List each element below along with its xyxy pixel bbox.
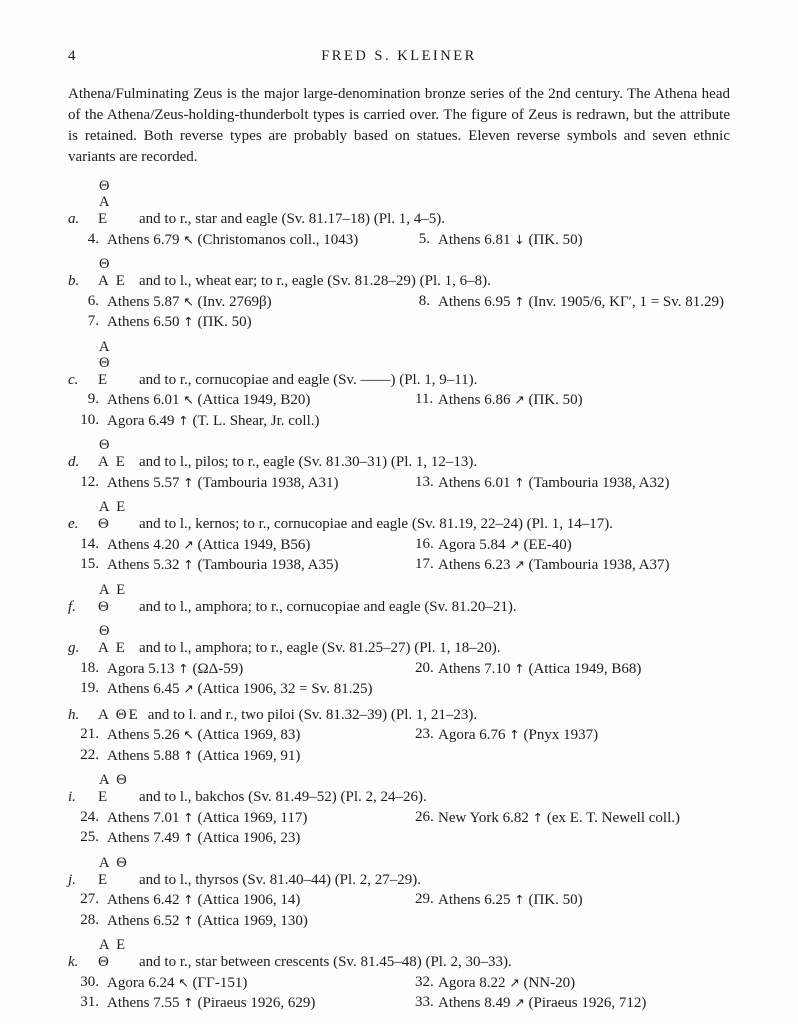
coin-text: Athens 5.57 ↑ (Tambouria 1938, A31): [107, 474, 339, 491]
coin-row: [68, 828, 730, 849]
coin-number: 24.: [80, 808, 99, 825]
coin-listing: [415, 659, 730, 680]
coin-listing: [415, 555, 730, 576]
catalog-entry-b: [68, 256, 730, 333]
coin-text: Agora 5.84 ↗ (ΕΕ-40): [438, 536, 572, 553]
coin-text: Athens 7.55 ↑ (Piraeus 1926, 629): [107, 995, 316, 1011]
coin-listing: [415, 725, 730, 746]
coin-text: Athens 6.23 ↗ (Tambouria 1938, A37): [438, 557, 670, 573]
coin-row: [68, 535, 730, 556]
die-axis-arrow-icon: ↖: [183, 727, 194, 742]
coin-row: [68, 993, 730, 1014]
coin-text: Athens 6.95 ↑ (Inv. 1905/6, ΚΓ′, 1 = Sv. 81.29): [438, 293, 725, 310]
page-header: [68, 48, 730, 70]
die-axis-arrow-icon: ↑: [178, 660, 189, 676]
coin-listing: [68, 828, 415, 849]
coin-listing: [415, 828, 730, 849]
coin-number: 26.: [415, 808, 434, 825]
coin-number: 7.: [87, 313, 99, 329]
coin-number: 33.: [415, 994, 434, 1010]
coin-row: [68, 312, 730, 333]
die-axis-arrow-icon: ↑: [183, 557, 194, 572]
coin-listing: [68, 230, 415, 251]
coin-listing: [415, 411, 730, 432]
coin-number: 31.: [80, 994, 99, 1010]
catalog-entry-f: [68, 582, 730, 618]
coin-row: [68, 890, 730, 911]
intro-paragraph: Athena/Fulminating Zeus is the major large-denomination bronze series of the 2nd century. The Athena head of the Athena/Zeus-holding-thunderbolt types is carried over. The figure of Zeus is redrawn, but the attribute is retained. Both reverse types are probably based on statues. Eleven reverse symbols and seven ethnic variants are recorded.: [68, 86, 730, 165]
coin-listing: [68, 993, 415, 1014]
ethnic-monogram-upper: Θ: [99, 256, 112, 272]
coin-listing: [68, 808, 415, 829]
entry-heading: [68, 515, 730, 535]
coin-row: [68, 230, 730, 251]
coin-listing: [415, 390, 730, 411]
coin-listing: [68, 911, 415, 932]
ethnic-monogram-upper: Θ: [99, 178, 112, 194]
ethnic-monogram-upper: A: [99, 194, 112, 210]
coin-listing: [68, 312, 415, 333]
coin-listing: [415, 973, 730, 994]
coin-listing: [68, 659, 415, 680]
entry-label: e.: [68, 516, 79, 532]
die-axis-arrow-icon: ↗: [509, 974, 520, 990]
coin-number: 30.: [80, 973, 99, 990]
coin-row: [68, 746, 730, 767]
ethnic-monogram-upper: Θ: [99, 437, 112, 453]
ethnic-monogram-upper: Θ: [99, 354, 112, 371]
coin-number: 8.: [418, 292, 430, 309]
catalog-entry-h: [68, 706, 730, 767]
entry-heading: [68, 706, 730, 726]
die-axis-arrow-icon: ↑: [183, 830, 194, 845]
coin-listing: [68, 535, 415, 556]
coin-row: [68, 808, 730, 829]
coin-text: Athens 8.49 ↗ (Piraeus 1926, 712): [438, 995, 647, 1011]
coin-text: Athens 7.10 ↑ (Attica 1949, B68): [438, 660, 642, 677]
ethnic-monogram: A ΘE: [98, 706, 140, 723]
entry-label: b.: [68, 273, 80, 289]
coin-text: Athens 4.20 ↗ (Attica 1949, B56): [107, 536, 311, 553]
coin-text: Athens 5.26 ↖ (Attica 1969, 83): [107, 727, 301, 743]
coin-number: 4.: [87, 230, 99, 247]
entry-heading: [68, 639, 730, 659]
coin-row: [68, 911, 730, 932]
coin-text: Agora 6.49 ↑ (T. L. Shear, Jr. coll.): [107, 412, 320, 429]
ethnic-monogram-upper: A: [99, 338, 112, 355]
entry-heading: [68, 788, 730, 808]
catalog-entry-e: [68, 499, 730, 576]
ethnic-monogram: A E: [98, 640, 127, 656]
coin-listing: [415, 292, 730, 313]
coin-number: 15.: [80, 556, 99, 572]
die-axis-arrow-icon: ↗: [509, 536, 520, 552]
coin-number: 12.: [80, 473, 99, 490]
entry-description: and to l., amphora; to r., cornucopiae and eagle (Sv. 81.20–21).: [139, 598, 517, 615]
coin-number: 14.: [80, 535, 99, 552]
coin-number: 25.: [80, 829, 99, 845]
coin-row: [68, 973, 730, 994]
ethnic-monogram: E: [98, 871, 110, 888]
coin-number: 11.: [415, 391, 434, 407]
coin-text: Agora 6.76 ↑ (Pnyx 1937): [438, 727, 599, 743]
entry-label: i.: [68, 789, 76, 805]
ethnic-monogram: E: [98, 211, 110, 227]
coin-number: 16.: [415, 535, 434, 552]
coin-listing: [415, 535, 730, 556]
entry-description: and to l. and r., two piloi (Sv. 81.32–39) (Pl. 1, 21–23).: [147, 706, 478, 723]
coin-number: 5.: [418, 230, 430, 247]
coin-listing: [68, 973, 415, 994]
coin-text: Athens 6.52 ↑ (Attica 1969, 130): [107, 912, 308, 929]
catalog-entry-j: [68, 855, 730, 932]
catalog-entries: [68, 178, 730, 1014]
running-head: FRED S. KLEINER: [321, 48, 477, 64]
ethnic-monogram: E: [98, 371, 110, 388]
coin-text: Athens 7.01 ↑ (Attica 1969, 117): [107, 809, 308, 826]
catalog-entry-d: [68, 437, 730, 493]
die-axis-arrow-icon: ↗: [183, 536, 194, 552]
die-axis-arrow-icon: ↓: [514, 231, 525, 247]
entry-description: and to l., amphora; to r., eagle (Sv. 81.25–27) (Pl. 1, 18–20).: [139, 640, 501, 656]
coin-listing: [415, 679, 730, 700]
entry-heading: [68, 598, 730, 618]
coin-number: 29.: [415, 891, 434, 907]
entry-description: and to r., star and eagle (Sv. 81.17–18) (Pl. 1, 4–5).: [139, 211, 446, 227]
coin-text: New York 6.82 ↑ (ex E. T. Newell coll.): [438, 809, 680, 826]
coin-listing: [68, 890, 415, 911]
entry-description: and to l., thyrsos (Sv. 81.40–44) (Pl. 2, 27–29).: [139, 871, 421, 888]
coin-text: Agora 5.13 ↑ (ΩΔ-59): [107, 660, 244, 677]
coin-number: 13.: [415, 473, 434, 490]
coin-listing: [68, 679, 415, 700]
coin-text: Athens 6.01 ↖ (Attica 1949, B20): [107, 392, 311, 408]
entry-label: d.: [68, 454, 80, 470]
coin-row: [68, 292, 730, 313]
coin-text: Athens 7.49 ↑ (Attica 1906, 23): [107, 830, 301, 846]
coin-number: 6.: [87, 292, 99, 309]
ethnic-monogram: A E: [98, 454, 127, 470]
coin-number: 22.: [80, 746, 99, 763]
die-axis-arrow-icon: ↑: [183, 809, 194, 825]
entry-label: k.: [68, 954, 79, 970]
coin-number: 23.: [415, 726, 434, 742]
ethnic-monogram: Θ: [98, 954, 111, 970]
die-axis-arrow-icon: ↑: [183, 474, 194, 490]
coin-text: Athens 6.81 ↓ (ΠΚ. 50): [438, 231, 583, 248]
coin-listing: [415, 993, 730, 1014]
entry-heading: [68, 453, 730, 473]
entry-description: and to l., pilos; to r., eagle (Sv. 81.30–31) (Pl. 1, 12–13).: [139, 454, 478, 470]
coin-number: 27.: [80, 891, 99, 907]
ethnic-monogram-upper: A E: [99, 499, 128, 515]
die-axis-arrow-icon: ↖: [183, 231, 194, 247]
coin-row: [68, 555, 730, 576]
catalog-entry-k: [68, 937, 730, 1014]
entry-heading: [68, 871, 730, 891]
die-axis-arrow-icon: ↑: [509, 727, 520, 742]
catalog-entry-c: [68, 339, 730, 432]
coin-text: Athens 6.45 ↗ (Attica 1906, 32 = Sv. 81.25): [107, 681, 373, 697]
coin-text: Athens 6.86 ↗ (ΠΚ. 50): [438, 392, 583, 408]
coin-text: Athens 6.79 ↖ (Christomanos coll., 1043): [107, 231, 359, 248]
coin-number: 10.: [80, 411, 99, 428]
coin-listing: [68, 292, 415, 313]
coin-listing: [415, 746, 730, 767]
coin-listing: [415, 312, 730, 333]
coin-number: 9.: [87, 391, 99, 407]
die-axis-arrow-icon: ↑: [178, 412, 189, 428]
coin-listing: [68, 725, 415, 746]
coin-number: 28.: [80, 911, 99, 928]
die-axis-arrow-icon: ↗: [514, 392, 525, 407]
entry-label: a.: [68, 211, 80, 227]
coin-text: Agora 6.24 ↖ (ΓΓ-151): [107, 974, 248, 991]
coin-listing: [68, 473, 415, 494]
die-axis-arrow-icon: ↑: [514, 474, 525, 490]
entry-heading: [68, 272, 730, 292]
coin-text: Athens 6.01 ↑ (Tambouria 1938, A32): [438, 474, 670, 491]
coin-text: Athens 6.50 ↑ (ΠΚ. 50): [107, 314, 252, 330]
entry-description: and to l., wheat ear; to r., eagle (Sv. 81.28–29) (Pl. 1, 6–8).: [139, 273, 491, 289]
ethnic-monogram: A E: [98, 273, 127, 289]
coin-listing: [415, 230, 730, 251]
coin-listing: [415, 890, 730, 911]
ethnic-monogram-upper: A Θ: [99, 772, 129, 788]
die-axis-arrow-icon: ↑: [514, 892, 525, 907]
entry-description: and to l., kernos; to r., cornucopiae and eagle (Sv. 81.19, 22–24) (Pl. 1, 14–17).: [139, 516, 613, 532]
page-number: 4: [68, 48, 76, 64]
entry-label: j.: [68, 871, 76, 888]
coin-number: 17.: [415, 556, 434, 572]
coin-row: [68, 411, 730, 432]
die-axis-arrow-icon: ↗: [183, 681, 194, 696]
ethnic-monogram-upper: Θ: [99, 623, 112, 639]
coin-listing: [415, 808, 730, 829]
die-axis-arrow-icon: ↑: [183, 912, 194, 928]
coin-number: 19.: [80, 680, 99, 696]
die-axis-arrow-icon: ↑: [183, 892, 194, 907]
coin-text: Athens 5.88 ↑ (Attica 1969, 91): [107, 747, 301, 764]
coin-row: [68, 659, 730, 680]
entry-label: f.: [68, 598, 76, 615]
coin-text: Athens 6.42 ↑ (Attica 1906, 14): [107, 892, 301, 908]
coin-number: 20.: [415, 659, 434, 676]
die-axis-arrow-icon: ↑: [183, 747, 194, 763]
catalog-entry-a: [68, 178, 730, 250]
entry-label: g.: [68, 640, 80, 656]
entry-description: and to l., bakchos (Sv. 81.49–52) (Pl. 2, 24–26).: [139, 789, 427, 805]
coin-number: 18.: [80, 659, 99, 676]
ethnic-monogram: Θ: [98, 516, 111, 532]
ethnic-monogram-upper: A Θ: [99, 854, 129, 871]
entry-description: and to r., cornucopiae and eagle (Sv. ——) (Pl. 1, 9–11).: [139, 371, 478, 388]
catalog-entry-g: [68, 623, 730, 700]
ethnic-monogram: E: [98, 789, 110, 805]
entry-label: c.: [68, 371, 79, 388]
coin-row: [68, 725, 730, 746]
ethnic-monogram-upper: A E: [99, 581, 128, 598]
coin-text: Agora 8.22 ↗ (ΝΝ-20): [438, 974, 576, 991]
die-axis-arrow-icon: ↖: [183, 293, 194, 309]
entry-heading: [68, 210, 730, 230]
die-axis-arrow-icon: ↑: [183, 314, 194, 329]
coin-text: Athens 5.32 ↑ (Tambouria 1938, A35): [107, 557, 339, 573]
die-axis-arrow-icon: ↑: [532, 809, 544, 825]
coin-listing: [68, 390, 415, 411]
coin-listing: [68, 411, 415, 432]
die-axis-arrow-icon: ↗: [514, 995, 525, 1010]
catalog-entry-i: [68, 772, 730, 849]
coin-text: Athens 5.87 ↖ (Inv. 2769β): [107, 293, 272, 310]
ethnic-monogram: Θ: [98, 598, 111, 615]
coin-listing: [415, 473, 730, 494]
die-axis-arrow-icon: ↖: [183, 392, 194, 407]
entry-description: and to r., star between crescents (Sv. 81.45–48) (Pl. 2, 30–33).: [139, 954, 512, 970]
die-axis-arrow-icon: ↖: [178, 974, 189, 990]
coin-row: [68, 679, 730, 700]
entry-label: h.: [68, 706, 80, 723]
coin-listing: [68, 555, 415, 576]
entry-heading: [68, 371, 730, 391]
die-axis-arrow-icon: ↑: [514, 293, 525, 309]
coin-text: Athens 6.25 ↑ (ΠΚ. 50): [438, 892, 583, 908]
die-axis-arrow-icon: ↗: [514, 557, 525, 572]
coin-listing: [415, 911, 730, 932]
die-axis-arrow-icon: ↑: [183, 995, 194, 1010]
entry-heading: [68, 953, 730, 973]
coin-number: 21.: [80, 726, 99, 742]
coin-row: [68, 473, 730, 494]
coin-row: [68, 390, 730, 411]
coin-number: 32.: [415, 973, 434, 990]
ethnic-monogram-upper: A E: [99, 937, 128, 953]
coin-listing: [68, 746, 415, 767]
die-axis-arrow-icon: ↑: [514, 660, 525, 676]
